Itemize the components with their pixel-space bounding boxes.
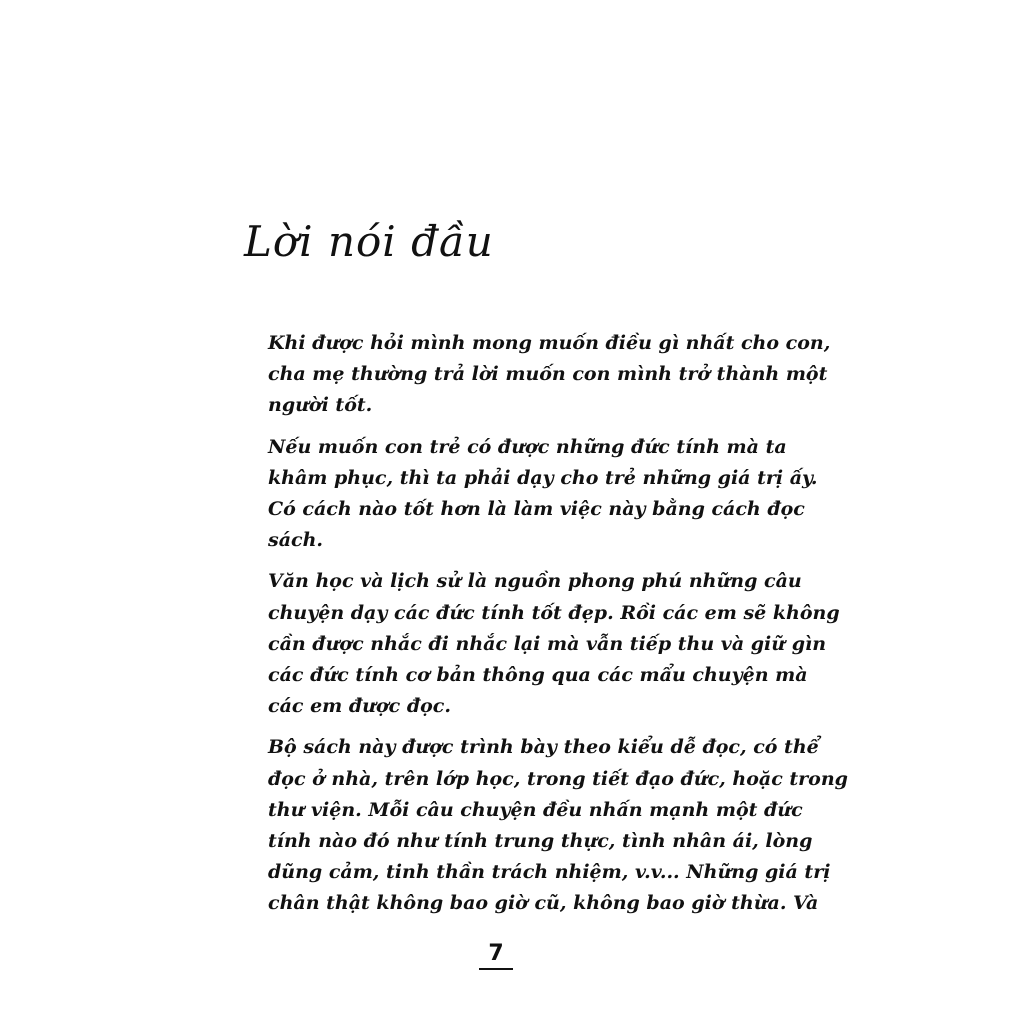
text-line: cần được nhắc đi nhắc lại mà vẫn tiếp thu và giữ gìn xyxy=(268,632,827,655)
text-line: cha mẹ thường trả lời muốn con mình trở thành một xyxy=(268,363,828,386)
paragraph-4 xyxy=(244,732,848,919)
paragraph-3 xyxy=(244,566,840,722)
text-line: Bộ sách này được trình bày theo kiểu dễ đọc, có thể xyxy=(268,736,819,759)
text-line: chuyện dạy các đức tính tốt đẹp. Rồi các em sẽ không xyxy=(268,601,840,624)
text-line: người tốt. xyxy=(268,394,373,417)
text-line: dũng cảm, tinh thần trách nhiệm, v.v... Những giá trị xyxy=(268,861,831,884)
text-line: Văn học và lịch sử là nguồn phong phú những câu xyxy=(268,570,802,593)
text-line: Có cách nào tốt hơn là làm việc này bằng cách đọc xyxy=(268,498,805,521)
paragraph-1 xyxy=(244,328,831,422)
paragraph-2 xyxy=(244,432,818,557)
text-line: Nếu muốn con trẻ có được những đức tính mà ta xyxy=(268,435,787,458)
page-number-underline xyxy=(479,968,513,970)
text-line: tính nào đó như tính trung thực, tình nhân ái, lòng xyxy=(268,830,813,853)
text-line: các đức tính cơ bản thông qua các mẩu chuyện mà xyxy=(268,664,808,687)
text-line: sách. xyxy=(268,529,324,552)
preface-body xyxy=(244,328,848,930)
text-line: đọc ở nhà, trên lớp học, trong tiết đạo đức, hoặc trong xyxy=(268,767,848,790)
page-number: 7 xyxy=(488,941,504,966)
text-line: các em được đọc. xyxy=(268,695,451,718)
text-line: chân thật không bao giờ cũ, không bao giờ thừa. Và xyxy=(268,892,819,915)
chapter-title: Lời nói đầu xyxy=(244,217,494,266)
text-line: Khi được hỏi mình mong muốn điều gì nhất cho con, xyxy=(268,332,831,354)
text-line: khâm phục, thì ta phải dạy cho trẻ những giá trị ấy. xyxy=(268,466,818,489)
text-line: thư viện. Mỗi câu chuyện đều nhấn mạnh một đức xyxy=(268,798,803,821)
